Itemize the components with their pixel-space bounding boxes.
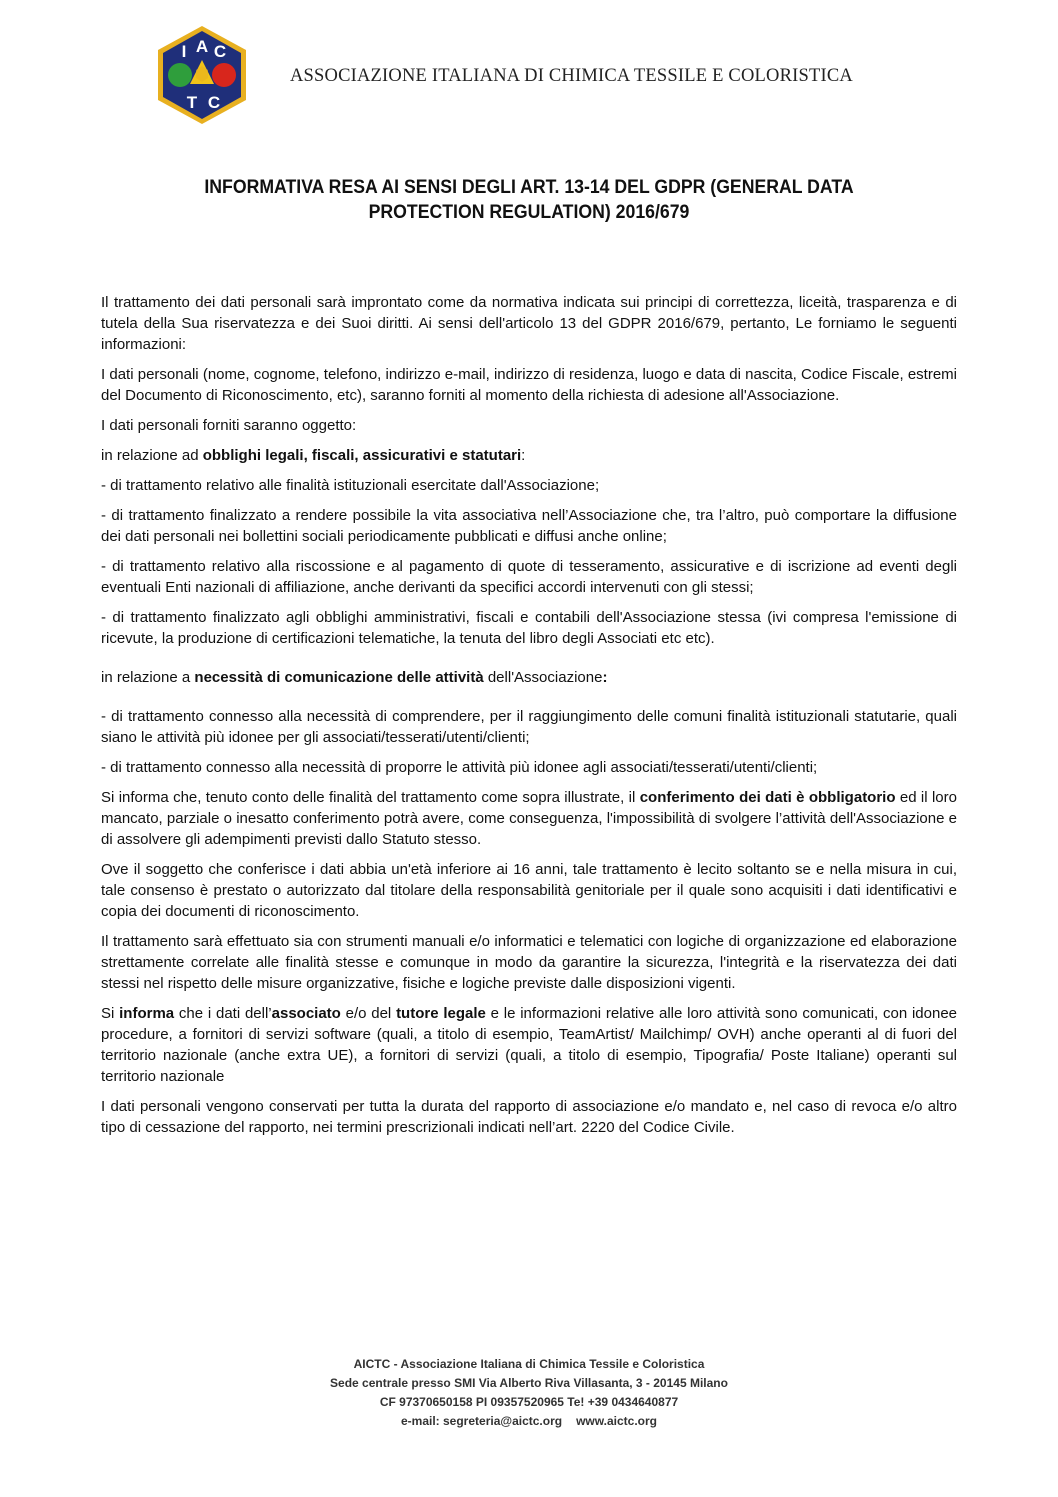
paragraph-legal-obligations [101, 445, 957, 466]
text-run: e le informazioni relative alle loro attività sono comunicati, con idonee procedure, a fornitori di servizi software (quali, a titolo di esempio, TeamArtist/ Mailchimp/ OVH) anche operanti al di fuori del territorio nazionale (anche extra UE), a fornitori di servizi (quali, a titolo di esempio, Tipografia/ Poste Italiane) operanti sul territorio nazionale [101, 1005, 958, 1085]
document-title [130, 175, 928, 225]
footer-email: e-mail: segreteria@aictc.org [400, 1414, 563, 1428]
bold-text: tutore legale [396, 1005, 486, 1022]
footer-website: www.aictc.org [576, 1414, 657, 1428]
text-run: : [521, 447, 526, 464]
bold-text: obblighi legali, fiscali, assicurativi e statutari [202, 447, 522, 464]
text-run: che i dati dell’ [174, 1005, 272, 1022]
paragraph-minors: Ove il soggetto che conferisce i dati abbia un'età inferiore ai 16 anni, tale trattamento è lecito soltanto se e nella misura in cui, tale consenso è prestato o autorizzato dal titolare della responsabilità genitoriale per il quale sono acquisiti i dati identificativi e copia dei documenti di riconoscimento. [101, 861, 957, 920]
paragraph-purpose-intro: I dati personali forniti saranno oggetto: [101, 417, 357, 434]
text-run: in relazione a [101, 669, 195, 686]
bold-colon: : [602, 669, 608, 686]
paragraph-item-fees: - di trattamento relativo alla riscossione e al pagamento di quote di tesseramento, assicurative e di iscrizione ad eventi degli eventuali Enti nazionali di affiliazione, anche derivanti da specifici accordi intervenuti con gli stessi; [101, 558, 957, 596]
text-run: dell'Associazione [483, 669, 603, 686]
text-run: ed il loro mancato, parziale o inesatto conferimento potrà avere, come conseguenza, l'impossibilità di svolgere l’attività dell'Associazione e di assolvere gli adempimenti previsti dallo Statuto stesso. [101, 789, 957, 848]
footer-address-line: Sede centrale presso SMI Via Alberto Riva Villasanta, 3 - 20145 Milano [330, 1376, 728, 1390]
footer-org-line: AICTC - Associazione Italiana di Chimica Tessile e Coloristica [353, 1357, 705, 1371]
logo-red-dot [212, 63, 236, 87]
footer-tax-phone-line: CF 97370650158 PI 09357520965 Te! +39 0434640877 [379, 1395, 679, 1409]
bold-text: necessità di comunicazione delle attività [194, 669, 484, 686]
logo-letter-i: I [181, 42, 187, 61]
paragraph-intro: Il trattamento dei dati personali sarà improntato come da normativa indicata sui principi di correttezza, liceità, trasparenza e di tutela della Sua riservatezza e dei Suoi diritti. Ai sensi dell'articolo 13 del GDPR 2016/679, pertanto, Le forniamo le seguenti informazioni: [101, 294, 957, 353]
text-run: in relazione ad [101, 447, 203, 464]
text-run: Si [101, 1005, 120, 1022]
paragraph-processing-methods: Il trattamento sarà effettuato sia con strumenti manuali e/o informatici e telematici con logiche di organizzazione ed elaborazione strettamente correlate alle finalità stesse e comunque in modo da garantire la sicurezza, l'integrità e la riservatezza dei dati stessi nel rispetto delle misure organizzative, fisiche e logiche previste dalle disposizioni vigenti. [101, 933, 957, 992]
paragraph-communication-needs [101, 667, 957, 688]
aictc-logo [154, 24, 250, 126]
paragraph-item-proposing: - di trattamento connesso alla necessità di proporre le attività più idonee agli associati/tesserati/utenti/clienti; [101, 759, 818, 776]
organization-name: ASSOCIAZIONE ITALIANA DI CHIMICA TESSILE E COLORISTICA [290, 66, 853, 86]
paragraph-mandatory-data [101, 787, 957, 850]
logo-letter-t: T [186, 93, 198, 112]
logo-green-dot [168, 63, 192, 87]
paragraph-item-associative-life: - di trattamento finalizzato a rendere possibile la vita associativa nell’Associazione che, tra l’altro, può comportare la diffusione dei dati personali nei bollettini sociali periodicamente pubblicati e diffusi anche online; [101, 507, 957, 545]
text-run: e/o del [340, 1005, 397, 1022]
paragraph-item-administrative: - di trattamento finalizzato agli obblighi amministrativi, fiscali e contabili dell'Associazione stessa (ivi compresa l'emissione di ricevute, la produzione di certificazioni telematiche, la tenuta del libro degli Associati etc etc). [101, 609, 957, 647]
paragraph-personal-data: I dati personali (nome, cognome, telefono, indirizzo e-mail, indirizzo di residenza, luogo e data di nascita, Codice Fiscale, estremi del Documento di Riconoscimento, etc), saranno forniti al momento della richiesta di adesione all'Associazione. [101, 366, 957, 404]
bold-text: associato [271, 1005, 341, 1022]
paragraph-item-institutional: - di trattamento relativo alle finalità istituzionali esercitate dall'Associazione; [101, 477, 600, 494]
bold-text: conferimento dei dati è obbligatorio [639, 789, 896, 806]
logo-letter-a: A [195, 37, 209, 56]
document-body [101, 292, 957, 1147]
logo-letter-c-bottom: C [207, 93, 221, 112]
paragraph-data-sharing [101, 1003, 957, 1087]
title-line-1: INFORMATIVA RESA AI SENSI DEGLI ART. 13-14 DEL GDPR (GENERAL DATA [204, 177, 854, 198]
paragraph-retention: I dati personali vengono conservati per tutta la durata del rapporto di associazione e/o mandato e, nel caso di revoca e/o altro tipo di cessazione del rapporto, nei termini prescrizionali indicati nell’art. 2220 del Codice Civile. [101, 1098, 957, 1136]
footer-contact-line [100, 1412, 958, 1431]
text-run: Si informa che, tenuto conto delle finalità del trattamento come sopra illustrate, il [101, 789, 640, 806]
logo-letter-c-top: C [213, 42, 227, 61]
page-footer [100, 1355, 958, 1431]
title-line-2: PROTECTION REGULATION) 2016/679 [368, 202, 690, 223]
bold-text: informa [119, 1005, 175, 1022]
paragraph-item-understanding: - di trattamento connesso alla necessità di comprendere, per il raggiungimento delle comuni finalità istituzionali statutarie, quali siano le attività più idonee per gli associati/tesserati/utenti/clienti; [101, 708, 957, 746]
